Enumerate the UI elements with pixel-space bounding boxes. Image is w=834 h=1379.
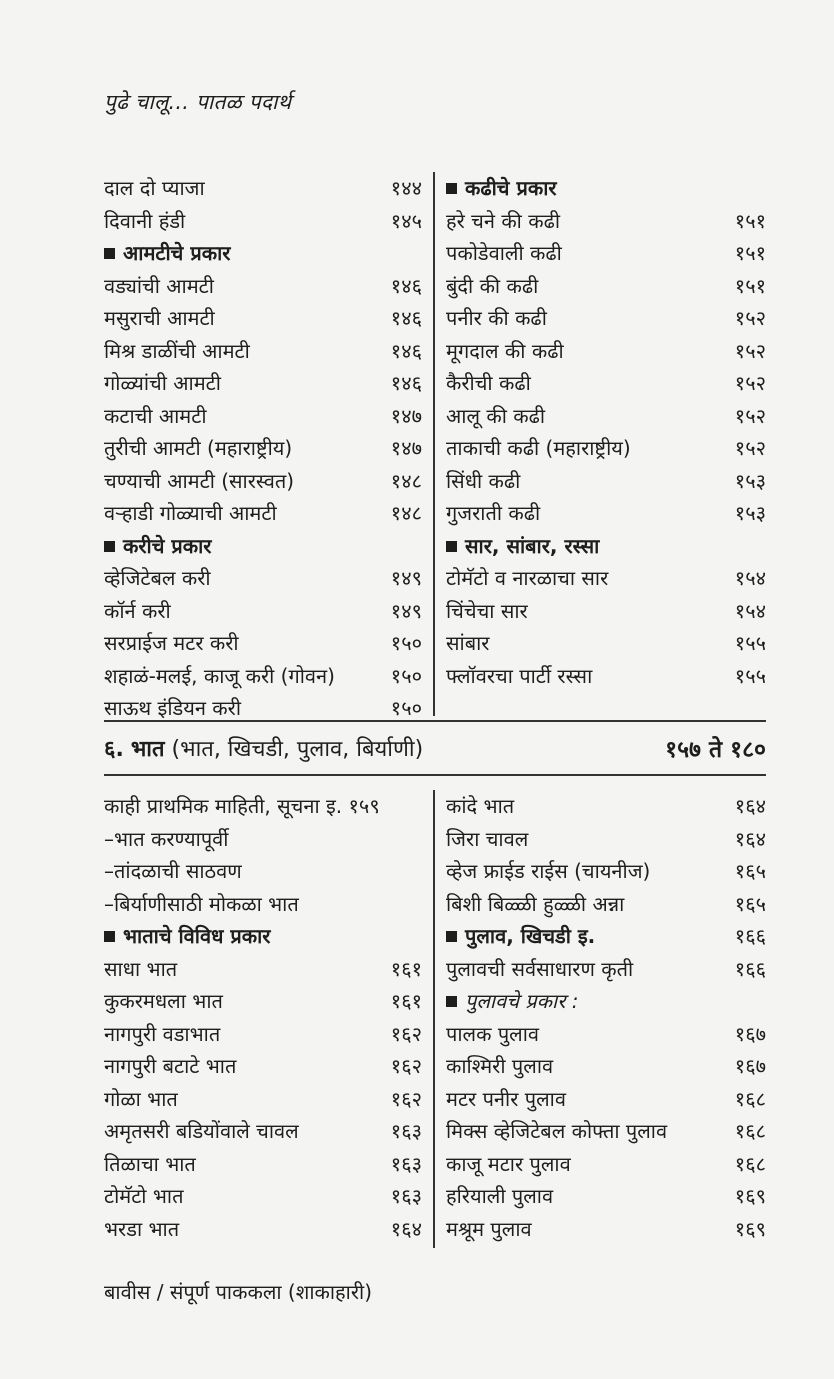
- toc-entry-title: [446, 790, 514, 823]
- toc-entry: [104, 1018, 422, 1051]
- toc-entry-text: नागपुरी वडाभात: [104, 1021, 221, 1046]
- toc-entry: [104, 595, 422, 628]
- toc-entry: [446, 595, 766, 628]
- toc-entry: [104, 172, 422, 205]
- toc-entry: [104, 1083, 422, 1116]
- toc-entry-text: चण्याची आमटी (सारस्वत): [104, 468, 295, 493]
- toc-entry-text: चिंचेचा सार: [446, 598, 528, 623]
- toc-entry-text: बुंदी की कढी: [446, 273, 539, 298]
- toc-entry: [104, 1148, 422, 1181]
- toc-entry: [104, 953, 422, 986]
- toc-entry-page: १६३: [390, 1119, 422, 1143]
- toc-entry-page: १४९: [390, 566, 422, 590]
- toc-entry-page: १६८: [734, 1119, 766, 1143]
- toc-section-heading: [446, 920, 766, 953]
- toc-entry: [446, 237, 766, 270]
- toc-entry-page: १६५: [734, 891, 766, 916]
- toc-entry-title: [446, 497, 540, 530]
- toc-entry-title: [446, 302, 547, 335]
- toc-section-heading: [104, 237, 422, 270]
- toc-entry-title: [446, 1083, 566, 1116]
- toc-entry-page: १५३: [734, 468, 766, 493]
- toc-entry: [446, 1148, 766, 1181]
- chapter-heading: [104, 733, 766, 767]
- toc-entry: [104, 823, 422, 856]
- toc-entry-page: १४९: [390, 598, 422, 623]
- toc-entry-title: [104, 790, 380, 823]
- toc-entry-title: [446, 660, 592, 693]
- toc-entry-title: [446, 335, 564, 368]
- toc-column-top-right: [446, 172, 766, 692]
- square-bullet-icon: [446, 996, 457, 1007]
- toc-entry-page: १६३: [390, 1151, 422, 1176]
- chapter-rule-bottom: [104, 774, 766, 776]
- toc-entry-page: १४८: [390, 468, 422, 493]
- toc-entry-title: [446, 595, 528, 628]
- toc-section-heading: [104, 530, 422, 563]
- toc-entry-title: [104, 953, 177, 986]
- toc-entry-title: [446, 205, 560, 238]
- square-bullet-icon: [446, 183, 457, 194]
- toc-entry-page: १५५: [734, 663, 766, 688]
- toc-entry-page: १५२: [734, 403, 766, 428]
- toc-entry-page: १६२: [390, 1021, 422, 1046]
- toc-entry-page: १४६: [390, 338, 422, 363]
- toc-entry-page: १५१: [734, 273, 766, 298]
- toc-entry-text: साधा भात: [104, 956, 178, 981]
- toc-entry-title: [104, 985, 223, 1018]
- toc-entry-title: [104, 270, 214, 303]
- square-bullet-icon: [104, 931, 115, 942]
- toc-entry-text: पालक पुलाव: [446, 1021, 540, 1046]
- toc-entry-title: [446, 432, 631, 465]
- column-divider-bottom: [433, 790, 435, 1248]
- chapter-rule-top: [104, 720, 766, 722]
- toc-entry-page: १४६: [390, 306, 422, 330]
- toc-entry-page: १५०: [390, 663, 422, 688]
- toc-entry: [104, 790, 422, 823]
- toc-entry-title: [104, 1018, 220, 1051]
- toc-entry-title: [446, 367, 531, 400]
- toc-entry-title: [104, 1115, 299, 1148]
- toc-entry: [446, 302, 766, 335]
- toc-entry: [104, 432, 422, 465]
- chapter-title: भात: [130, 737, 165, 762]
- toc-entry: [104, 302, 422, 335]
- chapter-number: ६.: [104, 737, 124, 762]
- toc-entry-text: वऱ्हाडी गोळ्याची आमटी: [104, 501, 277, 525]
- toc-entry-title: [446, 920, 595, 953]
- toc-entry-text: व्हेज फ्राईड राईस (चायनीज): [446, 859, 651, 883]
- toc-entry-title: [446, 172, 557, 205]
- toc-entry: [446, 1083, 766, 1116]
- toc-entry-title: [104, 920, 270, 953]
- toc-entry-page: १५१: [734, 241, 766, 265]
- toc-entry-page: १५१: [734, 208, 766, 233]
- toc-entry-title: [104, 432, 292, 465]
- toc-entry-text: सरप्राईज मटर करी: [104, 631, 239, 655]
- toc-entry-title: [446, 953, 633, 986]
- toc-entry-text: फ्लॉवरचा पार्टी रस्सा: [446, 663, 593, 688]
- toc-entry-page: १६९: [734, 1184, 766, 1208]
- toc-section-heading: [446, 530, 766, 563]
- toc-entry-title: [446, 1148, 571, 1181]
- toc-entry-page: १६४: [734, 794, 766, 818]
- toc-entry: [104, 400, 422, 433]
- toc-entry: [104, 660, 422, 693]
- toc-entry-title: [104, 627, 239, 660]
- toc-entry-page: १४६: [390, 273, 422, 298]
- toc-entry-text: सांबार: [446, 631, 490, 655]
- toc-entry-page: १४५: [390, 208, 422, 233]
- toc-entry-page: १५४: [734, 598, 766, 623]
- toc-entry-text: कांदे भात: [446, 794, 515, 818]
- toc-entry-text: काजू मटार पुलाव: [446, 1151, 571, 1176]
- toc-entry-text: दिवानी हंडी: [104, 208, 186, 233]
- toc-entry-page: १४८: [390, 501, 422, 525]
- toc-entry-text: पनीर की कढी: [446, 306, 547, 330]
- toc-entry-title: [446, 823, 528, 856]
- toc-entry-text: मश्रूम पुलाव: [446, 1216, 532, 1241]
- toc-entry-text: कढीचे प्रकार: [465, 176, 557, 200]
- toc-entry-page: १५४: [734, 566, 766, 590]
- toc-entry-text: तुरीची आमटी (महाराष्ट्रीय): [104, 436, 293, 460]
- toc-entry-title: [104, 530, 211, 563]
- toc-entry-text: आलू की कढी: [446, 403, 546, 428]
- toc-entry-page: १६२: [390, 1054, 422, 1078]
- toc-entry: [446, 335, 766, 368]
- toc-entry-title: [104, 205, 185, 238]
- column-divider-top: [433, 172, 435, 716]
- toc-entry: [104, 465, 422, 498]
- toc-entry-text: काही प्राथमिक माहिती, सूचना इ. १५९: [104, 794, 380, 818]
- toc-entry-title: [104, 855, 242, 888]
- toc-entry-title: [104, 172, 205, 205]
- chapter-page-range: १५७ ते १८०: [665, 737, 766, 763]
- toc-entry-text: जिरा चावल: [446, 826, 529, 851]
- toc-entry-title: [104, 660, 335, 693]
- toc-entry-text: बिशी बिळ्ळी हुळ्ळी अन्ना: [446, 891, 625, 916]
- toc-entry-title: [446, 855, 650, 888]
- toc-entry-page: १५०: [390, 696, 422, 720]
- toc-entry: [104, 1115, 422, 1148]
- toc-entry-text: ताकाची कढी (महाराष्ट्रीय): [446, 436, 631, 460]
- toc-entry-page: १६४: [734, 826, 766, 851]
- toc-entry: [446, 432, 766, 465]
- toc-entry: [104, 335, 422, 368]
- toc-entry: [104, 205, 422, 238]
- toc-entry-title: [104, 1180, 183, 1213]
- toc-entry-text: मटर पनीर पुलाव: [446, 1086, 566, 1111]
- toc-entry: [104, 888, 422, 921]
- square-bullet-icon: [446, 541, 457, 552]
- toc-entry-page: १६५: [734, 859, 766, 883]
- toc-entry-title: [104, 1213, 179, 1246]
- toc-entry-page: १४७: [390, 403, 422, 428]
- toc-entry: [446, 1180, 766, 1213]
- toc-entry-page: १४७: [390, 436, 422, 460]
- toc-entry-title: [446, 888, 624, 921]
- toc-entry-page: १४६: [390, 371, 422, 395]
- running-head: पुढे चालू... पातळ पदार्थ: [104, 90, 292, 114]
- toc-entry-title: [104, 302, 215, 335]
- toc-entry: [446, 465, 766, 498]
- toc-entry-text: गोळ्यांची आमटी: [104, 371, 221, 395]
- square-bullet-icon: [104, 248, 115, 259]
- toc-entry-title: [446, 1018, 539, 1051]
- toc-entry: [446, 1213, 766, 1246]
- toc-entry: [104, 367, 422, 400]
- toc-entry: [104, 562, 422, 595]
- toc-entry-text: काश्मिरी पुलाव: [446, 1054, 554, 1078]
- toc-entry: [104, 627, 422, 660]
- toc-entry-title: [104, 400, 207, 433]
- toc-entry-title: [104, 497, 277, 530]
- toc-entry: [446, 855, 766, 888]
- toc-entry: [104, 1180, 422, 1213]
- toc-entry-text: कटाची आमटी: [104, 403, 207, 428]
- toc-entry-title: [446, 985, 578, 1018]
- toc-entry-text: टोमॅटो व नारळाचा सार: [446, 566, 609, 590]
- toc-entry-title: [446, 530, 599, 563]
- toc-entry-title: [446, 1180, 553, 1213]
- toc-entry-text: पुलाव, खिचडी इ.: [465, 924, 596, 948]
- toc-entry: [446, 1050, 766, 1083]
- toc-entry-text: टोमॅटो भात: [104, 1184, 184, 1208]
- toc-column-top-left: [104, 172, 422, 725]
- toc-entry: [104, 270, 422, 303]
- toc-entry-page: १५२: [734, 371, 766, 395]
- toc-entry-title: [104, 888, 299, 921]
- toc-entry-page: १६८: [734, 1151, 766, 1176]
- toc-entry-title: [104, 367, 221, 400]
- toc-entry-text: मिक्स व्हेजिटेबल कोफ्ता पुलाव: [446, 1119, 668, 1143]
- square-bullet-icon: [104, 541, 115, 552]
- toc-entry-title: [446, 1115, 667, 1148]
- toc-entry-text: साऊथ इंडियन करी: [104, 696, 242, 720]
- toc-entry-page: १६३: [390, 1184, 422, 1208]
- toc-entry: [446, 660, 766, 693]
- toc-entry-page: १५२: [734, 436, 766, 460]
- toc-entry: [446, 400, 766, 433]
- toc-entry-title: [446, 237, 562, 270]
- toc-section-heading: [446, 172, 766, 205]
- toc-entry-text: –बिर्याणीसाठी मोकळा भात: [104, 891, 299, 916]
- toc-entry-title: [104, 595, 171, 628]
- page-footer: बावीस / संपूर्ण पाककला (शाकाहारी): [104, 1280, 373, 1304]
- toc-entry-text: कैरीची कढी: [446, 371, 531, 395]
- toc-section-heading: [104, 920, 422, 953]
- toc-entry: [104, 1050, 422, 1083]
- square-bullet-icon: [446, 931, 457, 942]
- toc-entry-text: मसुराची आमटी: [104, 306, 215, 330]
- toc-entry-text: तिळाचा भात: [104, 1151, 196, 1176]
- toc-entry-title: [104, 1083, 178, 1116]
- toc-entry: [446, 270, 766, 303]
- toc-entry-text: सार, सांबार, रस्सा: [465, 533, 600, 558]
- toc-entry-title: [446, 627, 489, 660]
- toc-entry-page: १६७: [734, 1054, 766, 1078]
- toc-entry-page: १४४: [390, 176, 422, 200]
- toc-entry: [446, 562, 766, 595]
- toc-entry-text: गोळा भात: [104, 1086, 178, 1111]
- toc-entry: [104, 855, 422, 888]
- toc-entry: [446, 367, 766, 400]
- toc-entry-title: [446, 465, 520, 498]
- toc-entry-text: कुकरमधला भात: [104, 989, 223, 1013]
- toc-entry-text: हरे चने की कढी: [446, 208, 561, 233]
- toc-entry-page: १६६: [734, 956, 766, 981]
- toc-entry-text: आमटीचे प्रकार: [123, 241, 231, 265]
- toc-entry: [104, 985, 422, 1018]
- toc-entry-text: व्हेजिटेबल करी: [104, 566, 211, 590]
- toc-entry: [446, 888, 766, 921]
- toc-entry-title: [446, 562, 608, 595]
- toc-entry-title: [104, 823, 228, 856]
- toc-entry-text: मिश्र डाळींची आमटी: [104, 338, 250, 363]
- toc-entry-text: कॉर्न करी: [104, 598, 171, 623]
- toc-entry-text: –भात करण्यापूर्वी: [104, 826, 229, 851]
- toc-entry-page: १६१: [390, 989, 422, 1013]
- toc-entry-page: १६४: [390, 1216, 422, 1241]
- toc-entry: [446, 497, 766, 530]
- toc-entry-page: १५३: [734, 501, 766, 525]
- toc-entry: [446, 953, 766, 986]
- toc-entry: [446, 205, 766, 238]
- toc-section-heading: [446, 985, 766, 1018]
- toc-entry-page: १६१: [390, 956, 422, 981]
- toc-entry-text: सिंधी कढी: [446, 468, 521, 493]
- toc-entry-text: पकोडेवाली कढी: [446, 241, 562, 265]
- toc-entry-text: –तांदळाची साठवण: [104, 859, 242, 883]
- toc-entry-text: गुजराती कढी: [446, 501, 541, 525]
- toc-entry-title: [446, 1050, 553, 1083]
- toc-entry-page: १६६: [734, 924, 766, 948]
- toc-entry-text: मूगदाल की कढी: [446, 338, 564, 363]
- toc-entry-text: पुलावची सर्वसाधारण कृती: [446, 956, 634, 981]
- toc-entry-title: [104, 335, 250, 368]
- toc-entry-title: [104, 465, 294, 498]
- toc-entry-page: १५२: [734, 306, 766, 330]
- toc-entry-text: वड्यांची आमटी: [104, 273, 214, 298]
- toc-entry: [104, 1213, 422, 1246]
- chapter-subtitle: (भात, खिचडी, पुलाव, बिर्याणी): [171, 737, 424, 762]
- toc-entry-page: १६९: [734, 1216, 766, 1241]
- toc-entry-title: [104, 1050, 236, 1083]
- toc-entry: [446, 1018, 766, 1051]
- toc-entry-title: [104, 562, 211, 595]
- toc-entry-title: [104, 237, 230, 270]
- toc-entry-text: शहाळं-मलई, काजू करी (गोवन): [104, 663, 335, 688]
- toc-entry: [446, 823, 766, 856]
- toc-entry-title: [446, 1213, 532, 1246]
- toc-entry: [104, 497, 422, 530]
- toc-entry-title: [104, 1148, 196, 1181]
- toc-entry-page: १६७: [734, 1021, 766, 1046]
- toc-entry-text: भरडा भात: [104, 1216, 180, 1241]
- toc-entry-page: १५०: [390, 631, 422, 655]
- toc-entry-page: १५५: [734, 631, 766, 655]
- toc-column-bottom-left: [104, 790, 422, 1245]
- toc-entry-page: १६८: [734, 1086, 766, 1111]
- toc-entry-text: पुलावचे प्रकार :: [465, 989, 579, 1013]
- toc-entry-text: करीचे प्रकार: [123, 533, 212, 558]
- toc-entry-page: १६२: [390, 1086, 422, 1111]
- toc-entry-text: नागपुरी बटाटे भात: [104, 1054, 237, 1078]
- toc-entry-text: दाल दो प्याजा: [104, 176, 205, 200]
- toc-entry-page: १५२: [734, 338, 766, 363]
- toc-entry-title: [446, 270, 538, 303]
- toc-entry-text: भाताचे विविध प्रकार: [123, 924, 271, 948]
- toc-entry: [446, 790, 766, 823]
- toc-entry: [446, 627, 766, 660]
- toc-entry-text: हरियाली पुलाव: [446, 1184, 554, 1208]
- toc-column-bottom-right: [446, 790, 766, 1245]
- toc-entry-text: अमृतसरी बडियोंवाले चावल: [104, 1119, 299, 1143]
- toc-entry: [446, 1115, 766, 1148]
- toc-entry-title: [446, 400, 545, 433]
